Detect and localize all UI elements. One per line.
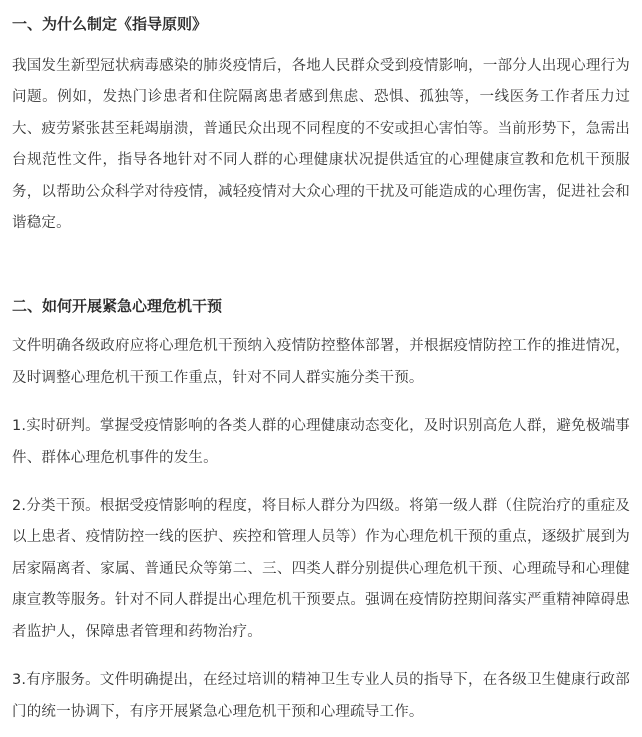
section-heading-why: 一、为什么制定《指导原则》 bbox=[12, 15, 208, 33]
section-paragraph-how: 文件明确各级政府应将心理危机干预纳入疫情防控整体部署，并根据疫情防控工作的推进情况，及时调整心理危机干预工作重点，针对不同人群实施分类干预。 bbox=[12, 338, 630, 386]
section-paragraph-why: 我国发生新型冠状病毒感染的肺炎疫情后，各地人民群众受到疫情影响，一部分人出现心理行为问题。例如，发热门诊患者和住院隔离患者感到焦虑、恐惧、孤独等，一线医务工作者压力过大、疲劳紧张甚至耗竭崩溃，普通民众出现不同程度的不安或担心害怕等。当前形势下，急需出台规范性文件，指导各地针对不同人群的心理健康状况提供适宜的心理健康宣教和危机干预服务，以帮助公众科学对待疫情，减轻疫情对大众心理的干扰及可能造成的心理伤害，促进社会和谐稳定。 bbox=[12, 58, 630, 232]
section-heading-how: 二、如何开展紧急心理危机干预 bbox=[12, 297, 223, 316]
list-item-classified-intervention: 2.分类干预。根据受疫情影响的程度，将目标人群分为四级。将第一级人群（住院治疗的重症及以上患者、疫情防控一线的医护、疾控和管理人员等）作为心理危机干预的重点，逐级扩展到为居家隔离者、家属、普通民众等第二、三、四类人群分别提供心理危机干预、心理疏导和心理健康宣教等服务。针对不同人群提出心理危机干预要点。强调在疫情防控期间落实严重精神障碍患者监护人，保障患者管理和药物治疗。 bbox=[12, 498, 630, 640]
list-item-realtime-assessment: 1.实时研判。掌握受疫情影响的各类人群的心理健康动态变化，及时识别高危人群，避免极端事件、群体心理危机事件的发生。 bbox=[12, 418, 630, 466]
list-item-orderly-service: 3.有序服务。文件明确提出，在经过培训的精神卫生专业人员的指导下，在各级卫生健康行政部门的统一协调下，有序开展紧急心理危机干预和心理疏导工作。 bbox=[12, 672, 630, 720]
